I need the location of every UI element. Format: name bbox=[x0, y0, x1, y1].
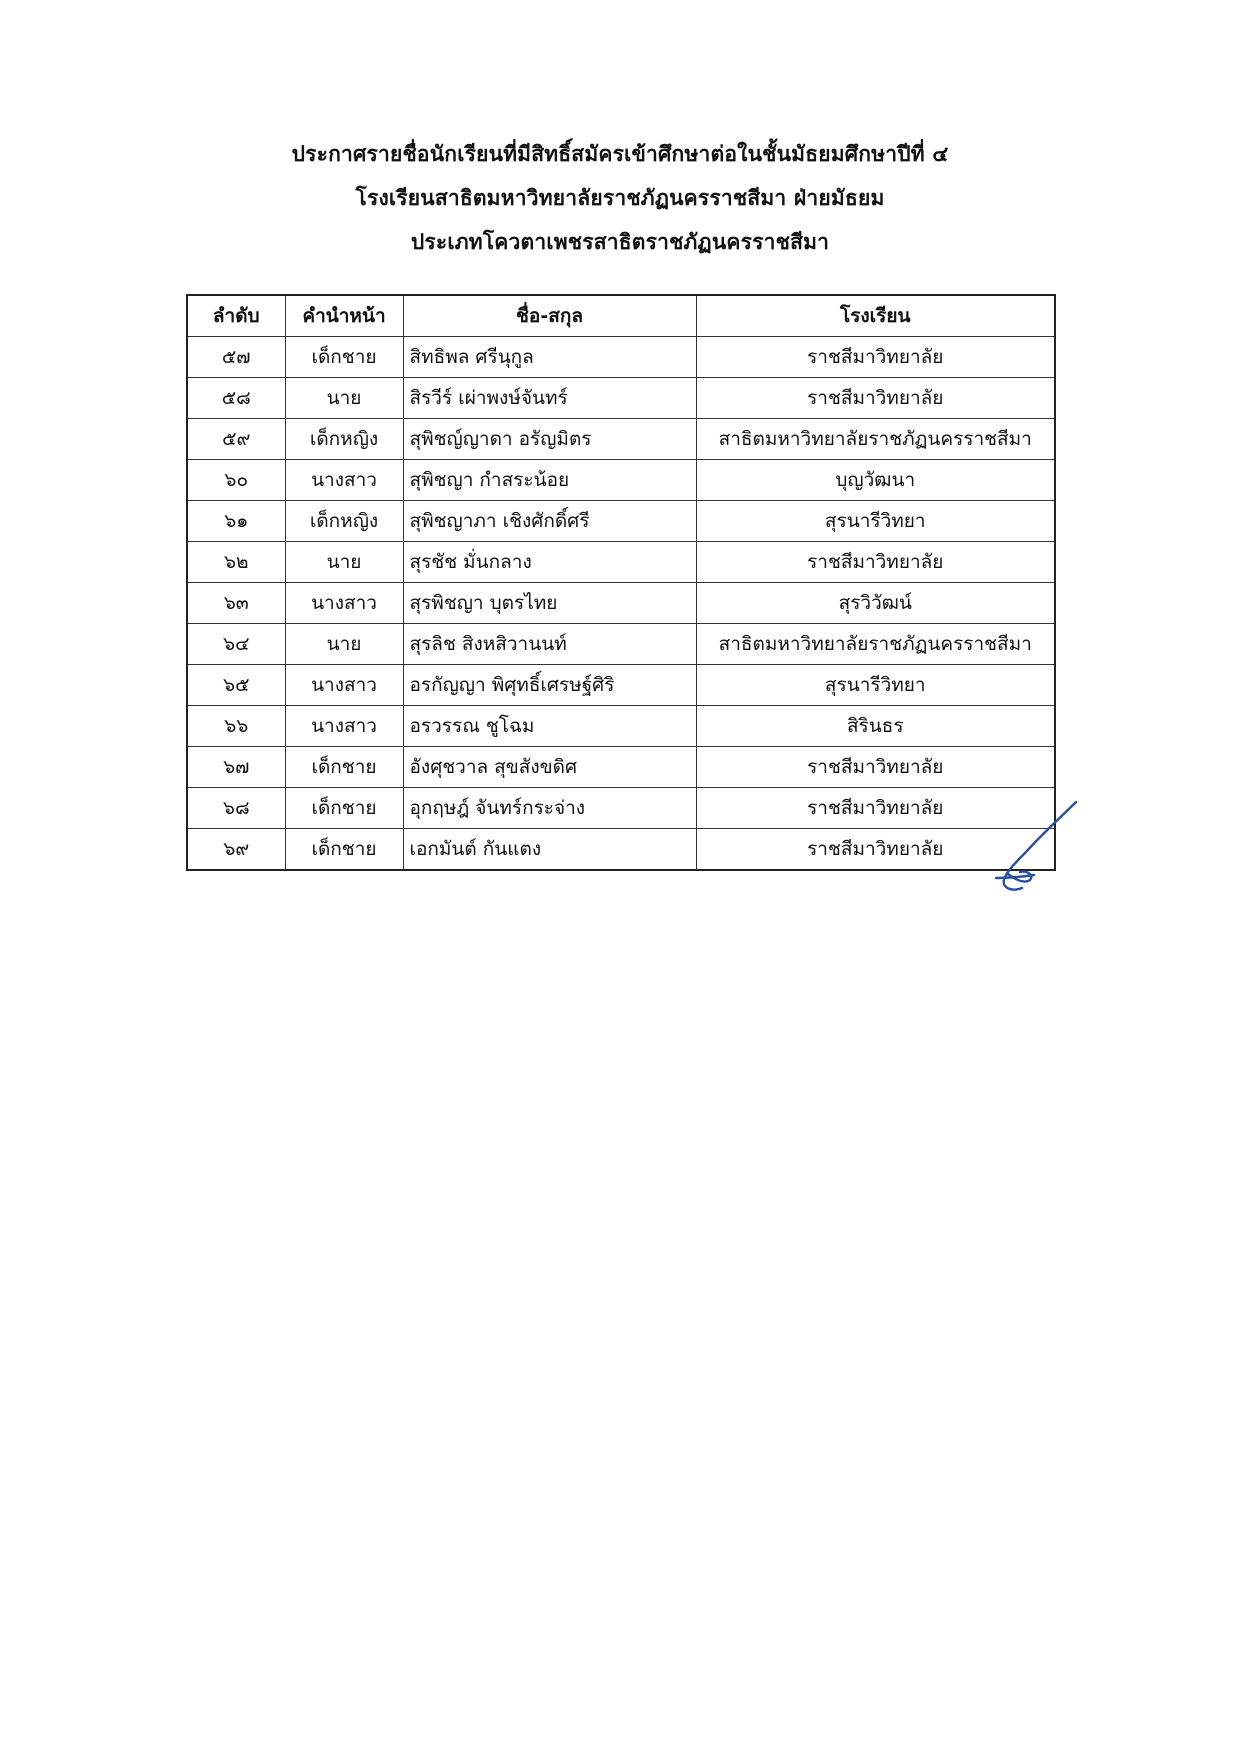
cell-prefix: เด็กหญิง bbox=[285, 419, 403, 460]
cell-prefix: นาย bbox=[285, 624, 403, 665]
cell-prefix: นาย bbox=[285, 542, 403, 583]
cell-prefix: นางสาว bbox=[285, 665, 403, 706]
cell-prefix: นางสาว bbox=[285, 460, 403, 501]
cell-prefix: เด็กชาย bbox=[285, 337, 403, 378]
cell-name: สุรชัช มั่นกลาง bbox=[403, 542, 696, 583]
cell-name: สุพิชญา กำสระน้อย bbox=[403, 460, 696, 501]
cell-school: บุญวัฒนา bbox=[696, 460, 1055, 501]
cell-name: อังศุชวาล สุขสังขดิศ bbox=[403, 747, 696, 788]
cell-number: ๕๘ bbox=[187, 378, 285, 419]
table-row bbox=[187, 583, 1055, 624]
table-row bbox=[187, 624, 1055, 665]
cell-school: สุรนารีวิทยา bbox=[696, 665, 1055, 706]
cell-number: ๖๒ bbox=[187, 542, 285, 583]
header-title-line-2: โรงเรียนสาธิตมหาวิทยาลัยราชภัฏนครราชสีมา ฝ่ายมัธยม bbox=[355, 186, 885, 210]
column-header-name: ชื่อ-สกุล bbox=[403, 295, 696, 337]
cell-prefix: เด็กชาย bbox=[285, 829, 403, 871]
cell-school: สุรนารีวิทยา bbox=[696, 501, 1055, 542]
table-row bbox=[187, 829, 1055, 871]
table-row bbox=[187, 419, 1055, 460]
cell-name: อรกัญญา พิศุทธิ์เศรษฐ์ศิริ bbox=[403, 665, 696, 706]
cell-name: สุพิชญ์ญาดา อรัญมิตร bbox=[403, 419, 696, 460]
table-row bbox=[187, 337, 1055, 378]
column-header-number: ลำดับ bbox=[187, 295, 285, 337]
table-row bbox=[187, 501, 1055, 542]
cell-prefix: เด็กชาย bbox=[285, 788, 403, 829]
cell-number: ๖๔ bbox=[187, 624, 285, 665]
header-title-line-3: ประเภทโควตาเพชรสาธิตราชภัฏนครราชสีมา bbox=[410, 230, 830, 254]
cell-prefix: นางสาว bbox=[285, 583, 403, 624]
cell-number: ๕๗ bbox=[187, 337, 285, 378]
cell-number: ๖๑ bbox=[187, 501, 285, 542]
student-roster-table bbox=[186, 294, 1056, 871]
cell-school: ราชสีมาวิทยาลัย bbox=[696, 829, 1055, 871]
cell-school: สาธิตมหาวิทยาลัยราชภัฏนครราชสีมา bbox=[696, 419, 1055, 460]
cell-school: สาธิตมหาวิทยาลัยราชภัฏนครราชสีมา bbox=[696, 624, 1055, 665]
table-row bbox=[187, 542, 1055, 583]
cell-number: ๖๖ bbox=[187, 706, 285, 747]
cell-name: สุพิชญาภา เชิงศักดิ์ศรี bbox=[403, 501, 696, 542]
announcement-header bbox=[0, 132, 1240, 264]
table-row bbox=[187, 460, 1055, 501]
table-row bbox=[187, 378, 1055, 419]
cell-name: สิทธิพล ศรีนุกูล bbox=[403, 337, 696, 378]
table-row bbox=[187, 665, 1055, 706]
signature-initial-icon bbox=[990, 800, 1080, 900]
column-header-prefix: คำนำหน้า bbox=[285, 295, 403, 337]
cell-prefix: นางสาว bbox=[285, 706, 403, 747]
cell-school: ราชสีมาวิทยาลัย bbox=[696, 747, 1055, 788]
cell-number: ๖๐ bbox=[187, 460, 285, 501]
cell-number: ๖๗ bbox=[187, 747, 285, 788]
cell-school: ราชสีมาวิทยาลัย bbox=[696, 378, 1055, 419]
cell-name: สุรพิชญา บุตรไทย bbox=[403, 583, 696, 624]
cell-name: อรวรรณ ชูโฉม bbox=[403, 706, 696, 747]
cell-prefix: เด็กหญิง bbox=[285, 501, 403, 542]
table-row bbox=[187, 788, 1055, 829]
cell-prefix: เด็กชาย bbox=[285, 747, 403, 788]
cell-number: ๖๙ bbox=[187, 829, 285, 871]
cell-name: เอกมันต์ กันแตง bbox=[403, 829, 696, 871]
cell-number: ๕๙ bbox=[187, 419, 285, 460]
cell-number: ๖๓ bbox=[187, 583, 285, 624]
column-header-school: โรงเรียน bbox=[696, 295, 1055, 337]
cell-name: สุรลิช สิงหสิวานนท์ bbox=[403, 624, 696, 665]
cell-school: ราชสีมาวิทยาลัย bbox=[696, 337, 1055, 378]
cell-number: ๖๕ bbox=[187, 665, 285, 706]
table-row bbox=[187, 706, 1055, 747]
cell-number: ๖๘ bbox=[187, 788, 285, 829]
cell-school: สิรินธร bbox=[696, 706, 1055, 747]
table-row bbox=[187, 747, 1055, 788]
cell-school: ราชสีมาวิทยาลัย bbox=[696, 542, 1055, 583]
cell-school: สุรวิวัฒน์ bbox=[696, 583, 1055, 624]
table-header-row bbox=[187, 295, 1055, 337]
cell-name: สิรวีร์ เผ่าพงษ์จันทร์ bbox=[403, 378, 696, 419]
cell-prefix: นาย bbox=[285, 378, 403, 419]
signature-stroke bbox=[996, 802, 1076, 890]
header-title-line-1: ประกาศรายชื่อนักเรียนที่มีสิทธิ์สมัครเข้าศึกษาต่อในชั้นมัธยมศึกษาปีที่ ๔ bbox=[291, 142, 949, 166]
cell-name: อุกฤษฎ์ จันทร์กระจ่าง bbox=[403, 788, 696, 829]
cell-school: ราชสีมาวิทยาลัย bbox=[696, 788, 1055, 829]
